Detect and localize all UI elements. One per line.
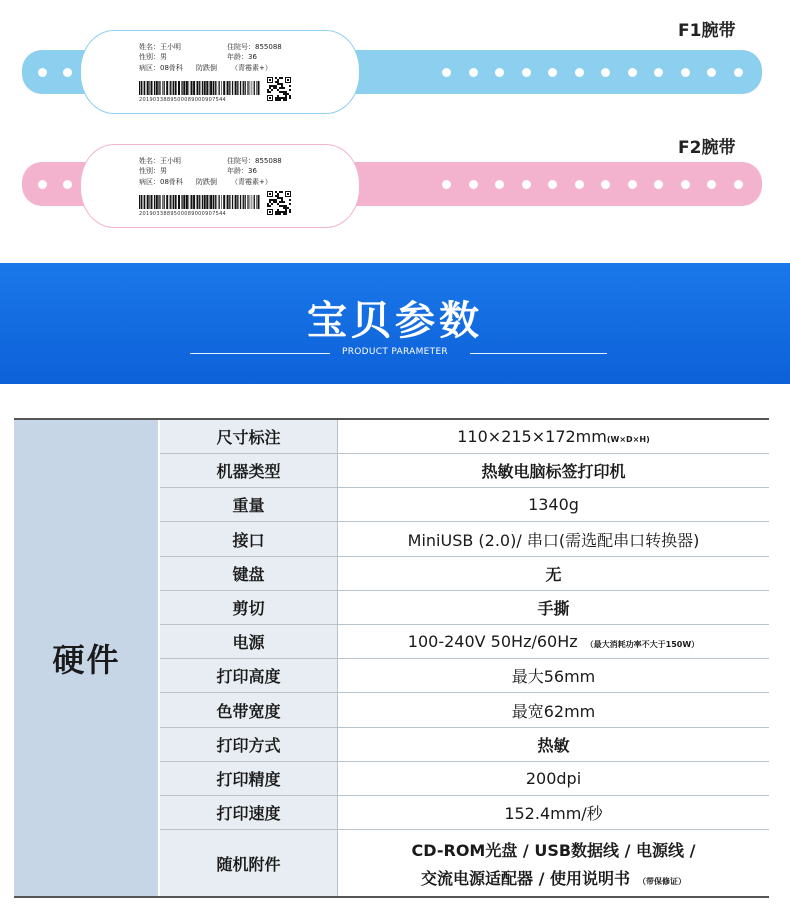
table-row	[160, 693, 769, 728]
spec-value-text: 200dpi	[525, 769, 582, 788]
spec-key: 打印精度	[160, 762, 338, 795]
table-row	[160, 454, 769, 488]
spec-category-cell	[14, 420, 159, 896]
band-hole	[495, 180, 504, 189]
spec-key: 随机附件	[160, 830, 338, 896]
spec-value	[338, 728, 769, 761]
spec-value	[338, 659, 769, 692]
table-row	[160, 830, 769, 896]
barcode-number: 2019033889500089000907544	[139, 211, 227, 217]
spec-key: 打印速度	[160, 796, 338, 829]
band-hole	[734, 68, 743, 77]
patient-allergy: 防跌倒	[196, 178, 217, 186]
spec-key: 电源	[160, 625, 338, 658]
spec-value-text-line2: 交流电源适配器 / 使用说明书	[421, 868, 630, 888]
band-hole	[707, 180, 716, 189]
spec-key: 尺寸标注	[160, 420, 338, 453]
spec-category-label: 硬件	[52, 641, 121, 679]
spec-value-text: 最宽62mm	[511, 701, 596, 721]
spec-value	[338, 488, 769, 521]
banner-title: 宝贝参数	[307, 298, 483, 344]
spec-value	[338, 625, 769, 658]
spec-value-note: (W×D×H)	[606, 435, 650, 444]
band-hole	[38, 180, 47, 189]
spec-value-text: 热敏电脑标签打印机	[481, 462, 626, 481]
band-hole	[654, 68, 663, 77]
spec-value-text: 100-240V 50Hz/60Hz	[407, 632, 578, 651]
table-row	[160, 728, 769, 762]
spec-key: 打印方式	[160, 728, 338, 761]
table-row	[160, 591, 769, 625]
banner-subtitle: PRODUCT PARAMETER	[342, 347, 448, 357]
band-hole	[575, 68, 584, 77]
band-hole	[442, 68, 451, 77]
band-hole	[734, 180, 743, 189]
spec-key: 重量	[160, 488, 338, 521]
spec-value-text: 152.4mm/秒	[504, 804, 603, 823]
band-hole	[628, 68, 637, 77]
band-hole	[681, 68, 690, 77]
barcode-icon	[139, 81, 261, 95]
patient-gender: 性别：男	[139, 53, 167, 61]
patient-gender: 性别：男	[139, 167, 167, 175]
spec-value-text: 无	[545, 565, 562, 584]
patient-name: 姓名：王小明	[139, 43, 181, 51]
band-f2	[22, 140, 762, 235]
spec-value	[338, 420, 769, 453]
band-f1-card	[80, 30, 360, 114]
wristband-section	[0, 0, 790, 262]
patient-id: 住院号：855088	[227, 43, 282, 51]
spec-value	[338, 557, 769, 590]
barcode-number: 2019033889500089000907544	[139, 97, 227, 103]
spec-key: 接口	[160, 522, 338, 556]
band-hole	[575, 180, 584, 189]
spec-value-text: 最大56mm	[511, 667, 596, 686]
patient-name: 姓名：王小明	[139, 157, 181, 165]
table-row	[160, 420, 769, 454]
patient-id: 住院号：855088	[227, 157, 282, 165]
table-row	[160, 659, 769, 693]
table-row	[160, 796, 769, 830]
patient-age: 年龄：36	[227, 53, 257, 61]
band-hole	[601, 180, 610, 189]
table-row	[160, 557, 769, 591]
band-hole	[522, 68, 531, 77]
band-hole	[548, 180, 557, 189]
band-hole	[681, 180, 690, 189]
table-row	[160, 522, 769, 557]
spec-key: 键盘	[160, 557, 338, 590]
band-hole	[707, 68, 716, 77]
patient-allergy-detail: （青霉素+）	[231, 178, 272, 186]
spec-value-text: 热敏	[537, 736, 570, 755]
band-f2-card	[80, 144, 360, 228]
spec-value	[338, 830, 769, 896]
spec-value-text: CD-ROM光盘 / USB数据线 / 电源线 /	[411, 840, 696, 860]
band-hole	[442, 180, 451, 189]
band-hole	[654, 180, 663, 189]
band-hole	[469, 180, 478, 189]
table-row	[160, 488, 769, 522]
spec-value	[338, 591, 769, 624]
qrcode-icon	[267, 191, 291, 215]
band-f2-label: F2腕带	[678, 138, 736, 158]
spec-table	[14, 418, 769, 898]
patient-age: 年龄：36	[227, 167, 257, 175]
spec-value-note: （带保修证）	[638, 876, 686, 886]
spec-value	[338, 796, 769, 829]
spec-value	[338, 454, 769, 487]
table-row	[160, 625, 769, 659]
table-row	[160, 762, 769, 796]
patient-ward: 病区：08骨科	[139, 178, 183, 186]
band-f1-label: F1腕带	[678, 21, 736, 41]
spec-key: 机器类型	[160, 454, 338, 487]
band-hole	[628, 180, 637, 189]
patient-ward: 病区：08骨科	[139, 64, 183, 72]
spec-value-note: （最大消耗功率不大于150W）	[585, 640, 700, 649]
banner-divider-right	[470, 353, 607, 354]
spec-key: 剪切	[160, 591, 338, 624]
band-f1	[22, 28, 762, 123]
band-hole	[38, 68, 47, 77]
spec-value	[338, 762, 769, 795]
spec-value-text: 1340g	[528, 495, 579, 514]
patient-allergy-detail: （青霉素+）	[231, 64, 272, 72]
spec-value	[338, 522, 769, 556]
spec-value-text: 手撕	[537, 599, 570, 618]
spec-value	[338, 693, 769, 727]
spec-value-text: MiniUSB (2.0)/ 串口(需选配串口转换器)	[407, 530, 700, 550]
band-hole	[548, 68, 557, 77]
band-hole	[601, 68, 610, 77]
patient-allergy: 防跌倒	[196, 64, 217, 72]
parameter-banner	[0, 263, 790, 384]
spec-key: 色带宽度	[160, 693, 338, 727]
spec-value-text: 110×215×172mm	[457, 427, 607, 446]
band-hole	[63, 68, 72, 77]
band-hole	[495, 68, 504, 77]
band-hole	[63, 180, 72, 189]
band-hole	[522, 180, 531, 189]
band-hole	[469, 68, 478, 77]
barcode-icon	[139, 195, 261, 209]
spec-key: 打印高度	[160, 659, 338, 692]
spec-rows	[160, 420, 769, 896]
qrcode-icon	[267, 77, 291, 101]
